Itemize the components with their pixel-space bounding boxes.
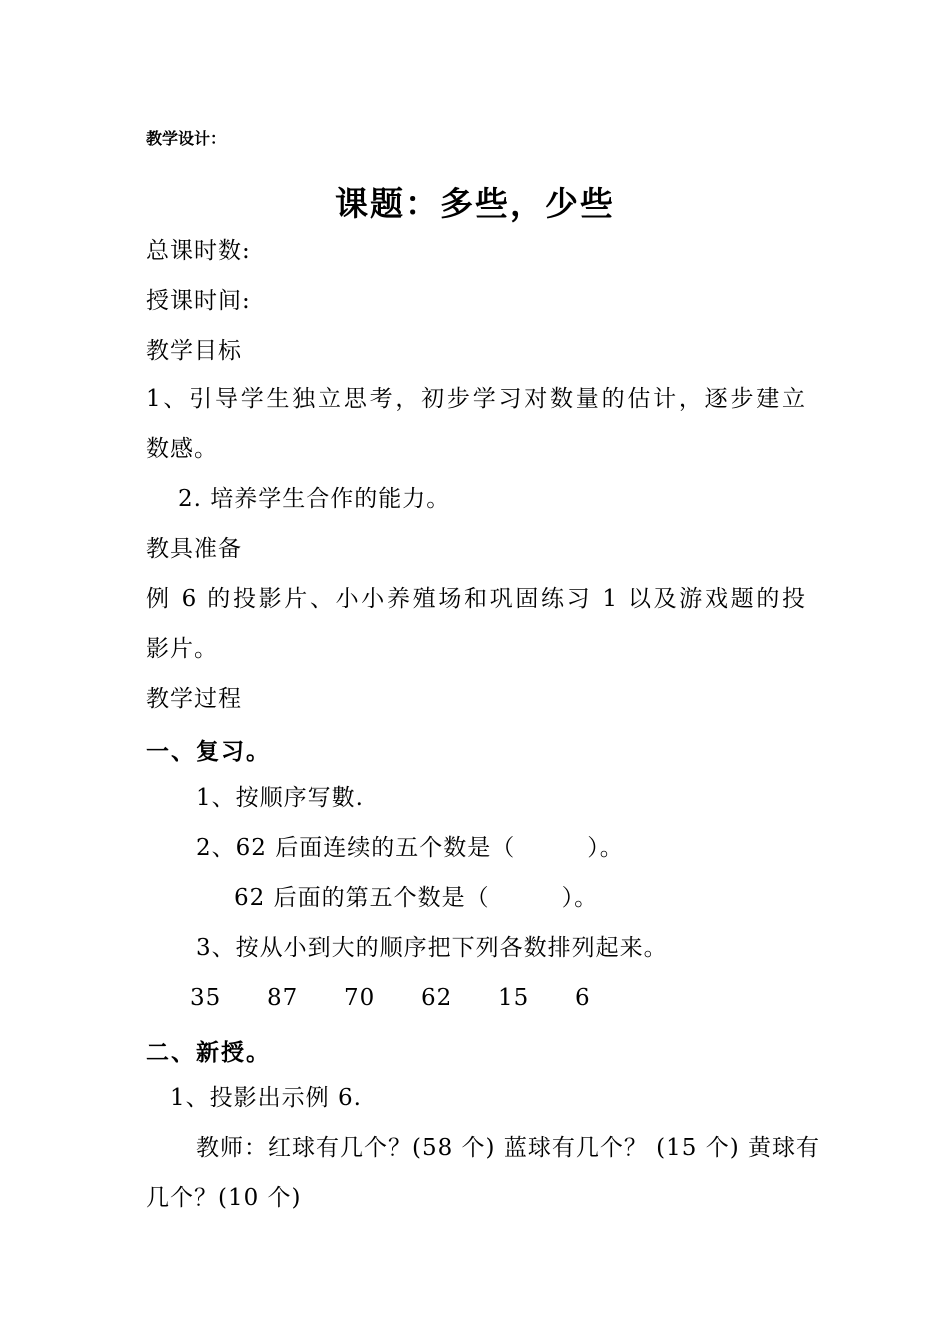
teach-time-label: 授课时间: <box>146 288 251 314</box>
review-item-1: 1、按顺序写數. <box>196 785 364 811</box>
review-item-3: 3、按从小到大的顺序把下列各数排列起来。 <box>196 935 668 961</box>
teacher-line-2: 几个？(10 个) <box>146 1185 302 1211</box>
teacher-line-1: 教师：红球有几个？(58 个) 蓝球有几个？ (15 个) 黄球有 <box>196 1135 820 1161</box>
number-item: 6 <box>575 985 591 1011</box>
process-heading: 教学过程 <box>146 686 242 712</box>
objective-1-line-2: 数感。 <box>146 436 218 462</box>
number-item: 15 <box>498 985 530 1011</box>
objectives-heading: 教学目标 <box>146 338 242 364</box>
objective-2: 2. 培养学生合作的能力。 <box>178 486 451 512</box>
number-item: 35 <box>190 985 222 1011</box>
number-item: 62 <box>421 985 453 1011</box>
objective-1-line-1: 1、引导学生独立思考，初步学习对数量的估计，逐步建立 <box>146 386 806 412</box>
review-item-2a: 2、62 后面连续的五个数是（ ）。 <box>196 835 624 861</box>
new-item-1: 1、投影出示例 6. <box>170 1085 362 1111</box>
review-item-2b: 62 后面的第五个数是（ ）。 <box>234 885 599 911</box>
materials-heading: 教具准备 <box>146 536 242 562</box>
section-review-heading: 一、复习。 <box>146 739 271 765</box>
page-title: 课题：多些，少些 <box>335 184 615 223</box>
number-item: 87 <box>267 985 299 1011</box>
header-label: 教学设计： <box>146 129 227 148</box>
section-new-heading: 二、新授。 <box>146 1040 271 1066</box>
number-list <box>190 983 652 1013</box>
total-hours-label: 总课时数: <box>146 238 251 264</box>
number-item: 70 <box>344 985 376 1011</box>
materials-line-2: 影片。 <box>146 636 218 662</box>
materials-line-1: 例 6 的投影片、小小养殖场和巩固练习 1 以及游戏题的投 <box>146 586 806 612</box>
